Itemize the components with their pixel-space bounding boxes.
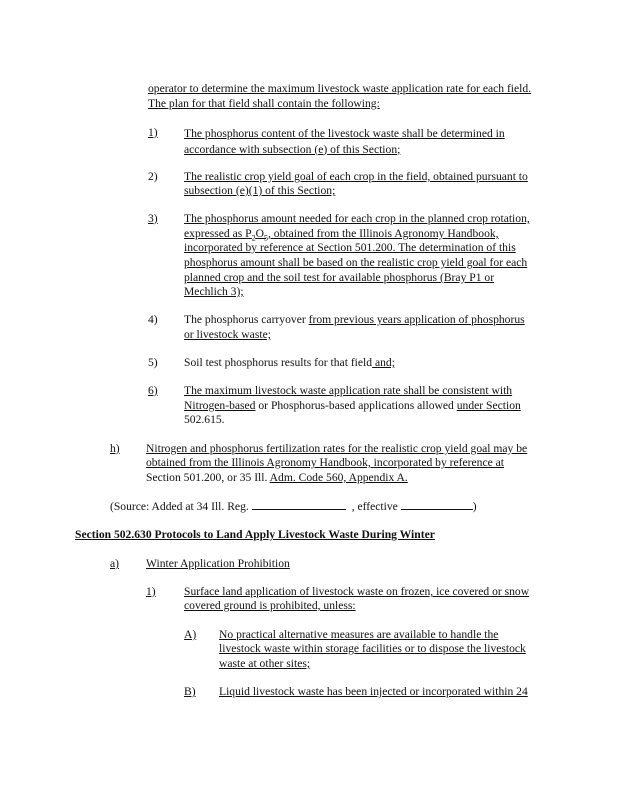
item-text: incorporated by reference at Section 501.200. The determination of this <box>184 241 516 254</box>
item-number: 3) <box>148 212 158 225</box>
item-text: No practical alternative measures are available to handle the <box>219 628 499 641</box>
item-number: h) <box>110 442 120 455</box>
item-text: Nitrogen and phosphorus fertilization rates for the realistic crop yield goal may be <box>146 442 528 455</box>
item-number: 1) <box>146 585 156 598</box>
item-text: The phosphorus amount needed for each crop in the planned crop rotation, <box>184 212 530 225</box>
item-text: The phosphorus content of the livestock waste shall be determined in accordance with subsection (e) of this Section; <box>184 127 505 156</box>
item-text: livestock waste within storage facilities or to dispose the livestock <box>219 642 526 655</box>
item-text: or livestock waste; <box>184 328 271 341</box>
item-text: Nitrogen-based or Phosphorus-based applications allowed under Section <box>184 399 521 412</box>
item-text: Liquid livestock waste has been injected or incorporated within 24 <box>219 685 528 698</box>
item-text: Section 501.200, or 35 Ill. Adm. Code 560, Appendix A. <box>146 471 408 484</box>
item-text: covered ground is prohibited, unless: <box>184 599 356 612</box>
item-text: planned crop and the soil test for available phosphorus (Bray P1 or <box>184 271 495 284</box>
item-text: Mechlich 3); <box>184 285 244 298</box>
item-text: Surface land application of livestock waste on frozen, ice covered or snow <box>184 585 530 598</box>
item-text: The phosphorus carryover from previous years application of phosphorus <box>184 313 525 326</box>
item-number: 4) <box>148 313 158 326</box>
item-number: A) <box>184 628 197 641</box>
intro-line-2: The plan for that field shall contain the following: <box>148 97 380 110</box>
item-text: Soil test phosphorus results for that field and; <box>184 356 395 369</box>
source-note: (Source: Added at 34 Ill. Reg. , effective ) <box>110 500 477 513</box>
item-number: 5) <box>148 356 158 369</box>
item-text: obtained from the Illinois Agronomy Handbook, incorporated by reference at <box>146 456 505 469</box>
item-number: 6) <box>148 384 158 397</box>
item-text: expressed as $P_2O_5$, obtained from the Illinois Agronomy Handbook, <box>184 227 499 243</box>
item-text: waste at other sites; <box>219 657 311 670</box>
item-text: The realistic crop yield goal of each crop in the field, obtained pursuant to <box>184 170 528 183</box>
item-text: The maximum livestock waste application rate shall be consistent with <box>184 384 513 397</box>
item-number: a) <box>110 557 120 570</box>
item-text: Winter Application Prohibition <box>146 557 290 570</box>
item-number: 2) <box>148 170 158 183</box>
item-text: subsection (e)(1) of this Section; <box>184 184 336 197</box>
intro-line-1: operator to determine the maximum livestock waste application rate for each field. <box>148 82 532 95</box>
item-text: phosphorus amount shall be based on the realistic crop yield goal for each <box>184 256 528 269</box>
item-number: B) <box>184 685 196 698</box>
item-number: 1) <box>148 126 158 139</box>
section-heading: Section 502.630 Protocols to Land Apply Livestock Waste During Winter <box>75 528 435 541</box>
item-text: 502.615. <box>184 413 225 426</box>
